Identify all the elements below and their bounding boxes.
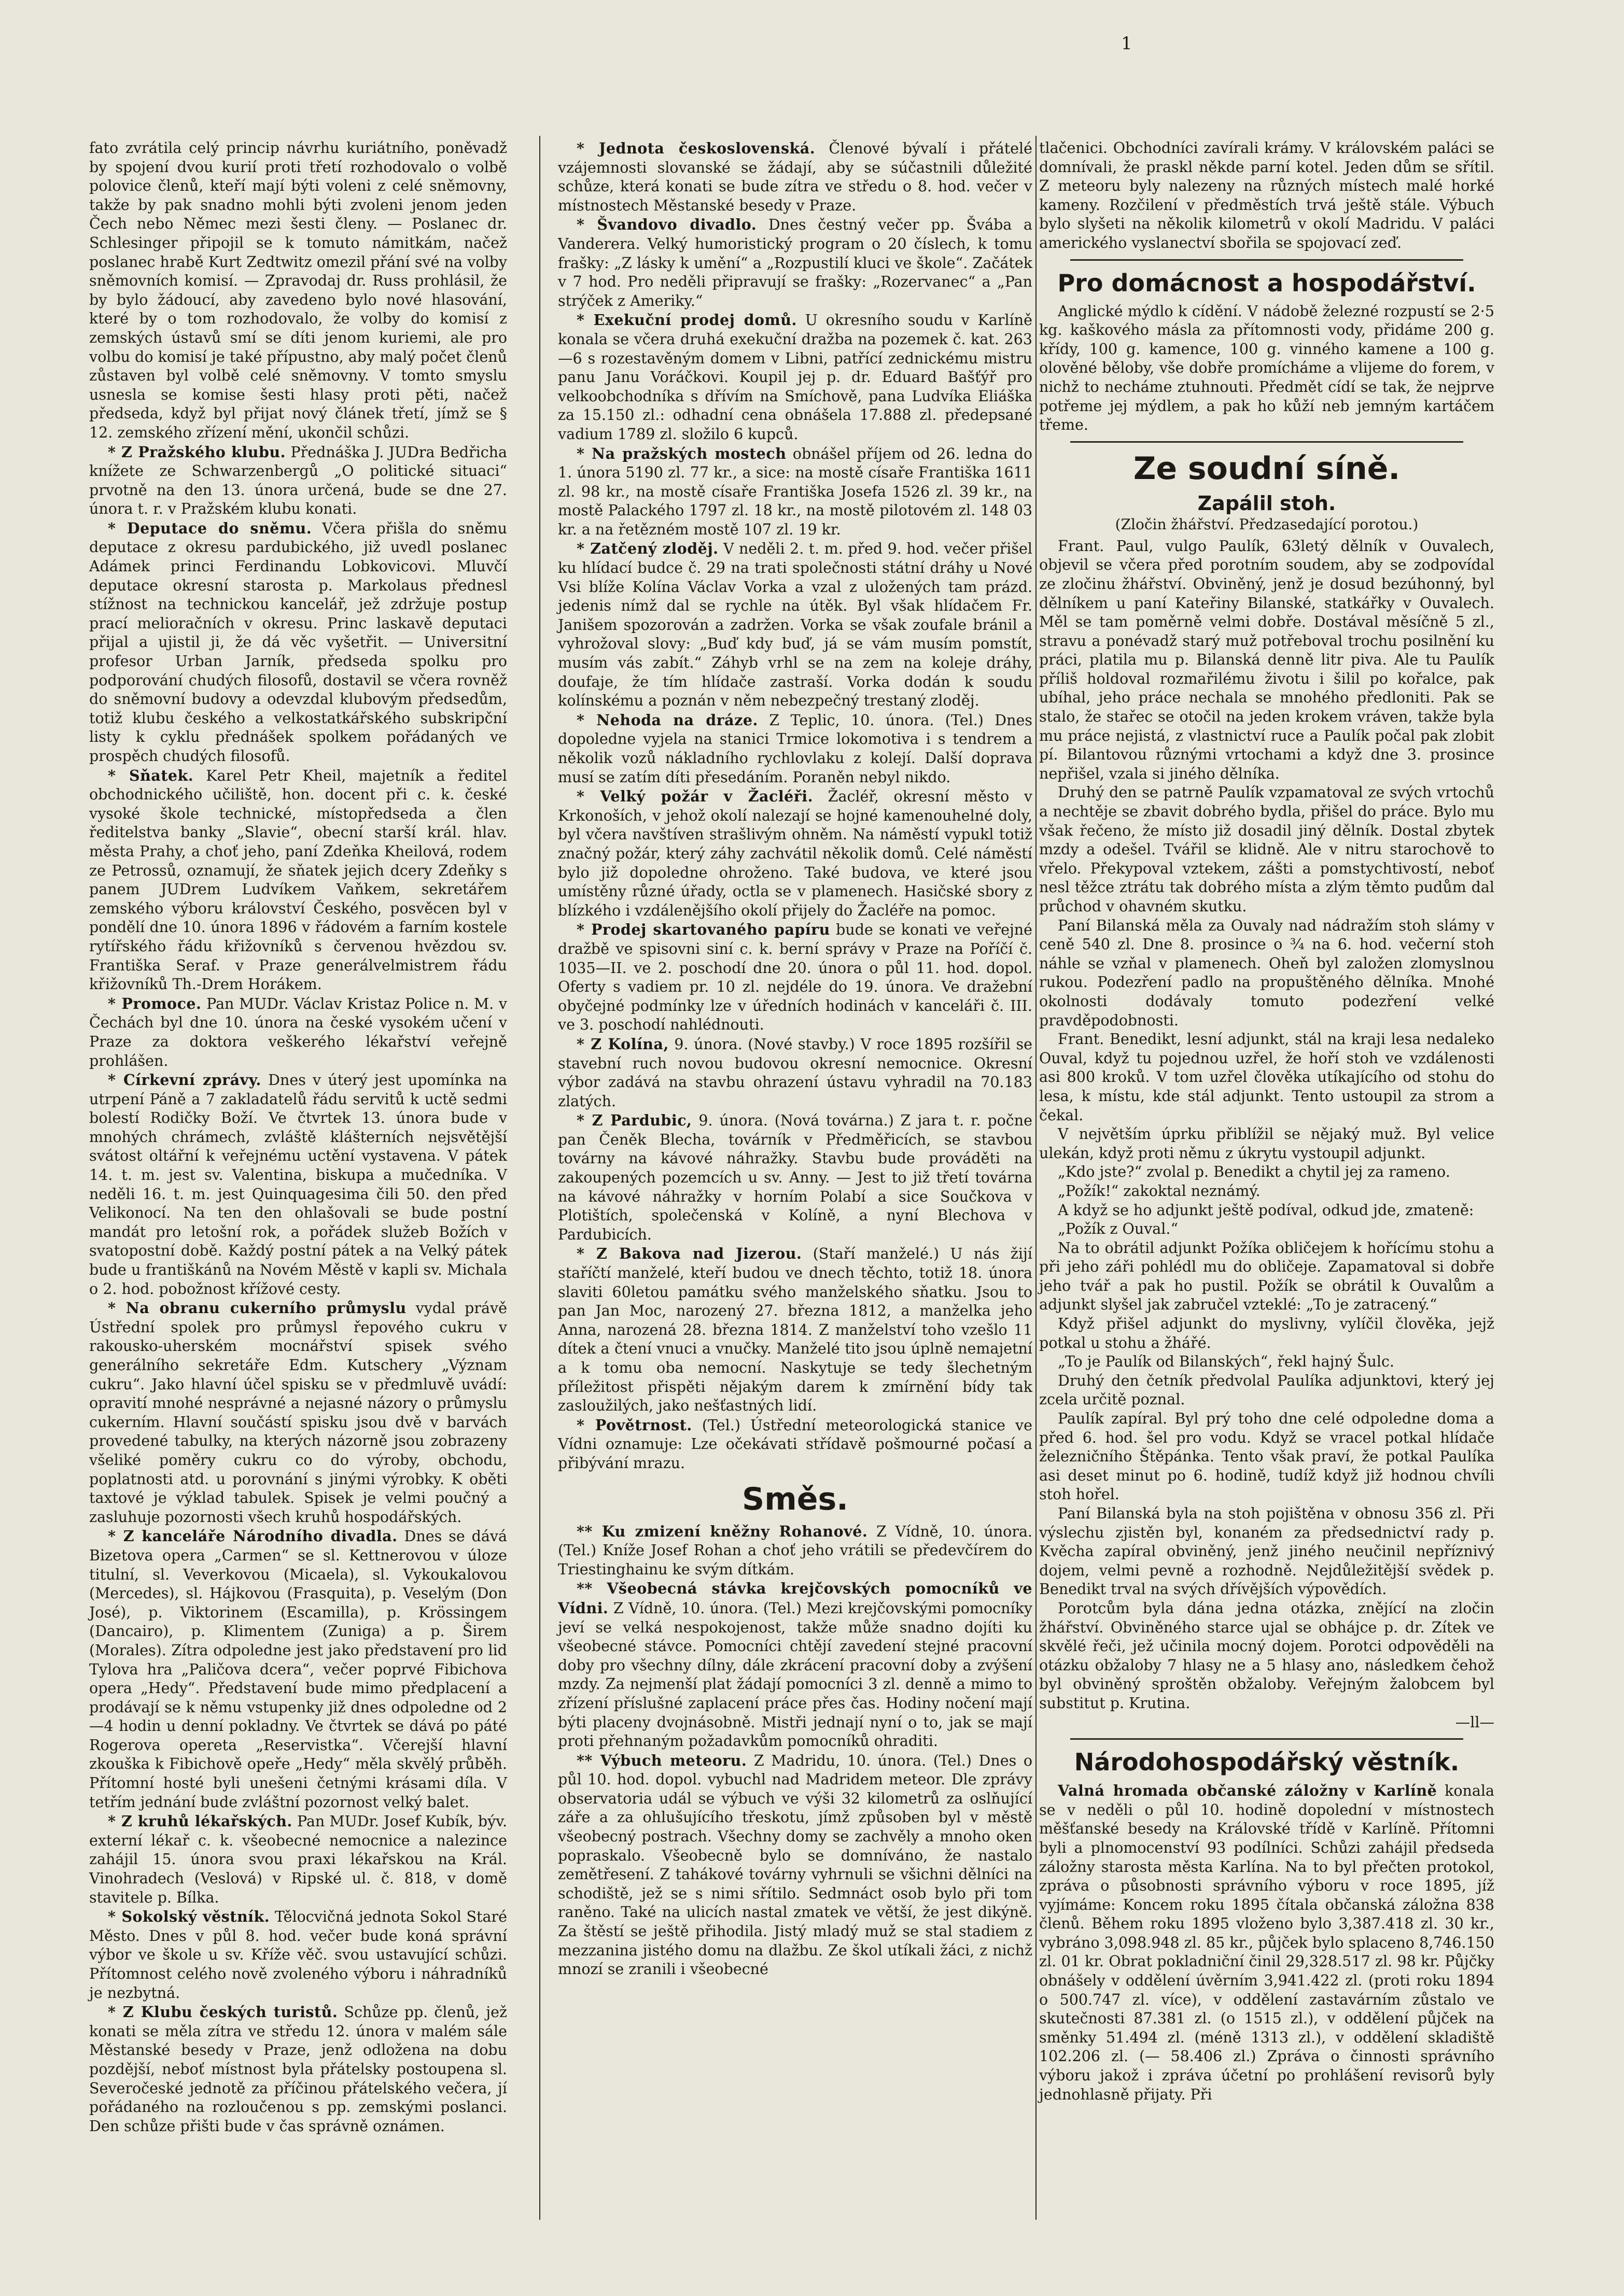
- article-text: (Tel.) Ústřední meteorologická stanice ve Vídni oznamuje: Lze očekávati střídavě pošmourné počasí a přibývání mrazu.: [558, 1416, 1032, 1472]
- article: [89, 1812, 507, 1907]
- article: [89, 443, 507, 519]
- article: [558, 920, 1032, 1035]
- middle-column: [558, 139, 1032, 1979]
- article-heading: * Z Kolína,: [577, 1035, 669, 1053]
- column-rule-right: [1035, 136, 1037, 2220]
- article-heading: * Deputace do sněmu.: [108, 519, 312, 537]
- article-signature: —ll—: [1455, 1713, 1494, 1731]
- article-text: „Požík z Ouval.“: [1058, 1220, 1179, 1238]
- article-text: vydal právě Ústřední spolek pro průmysl řepového cukru v rakousko-uherském mocnářství spisek svého generálního sekretáře Edm. Kutschery „Význam cukru“. Jako hlavní účel spisku se v předmluvě uvádí: opravití mnohé nesprávné a nejasné názory o průmyslu cukerním. Hlavní součástí spisku jsou dvě v barvách provedené tabulky, na kterých názorně jsou zobrazeny všeliké poměry cukru co do výroby, obchodu, poplatnosti atd. u porovnání s jinými výrobky. K oběti taxtové je výklad tabulek. Spisek je velmi poučný a zasluhuje pozornosti všech kruhů hospodářských.: [89, 1300, 508, 1526]
- page-mark: 1: [1121, 33, 1132, 54]
- article-heading: * Prodej skartovaného papíru: [577, 921, 830, 939]
- article: [89, 1070, 507, 1299]
- separator: [1070, 259, 1463, 261]
- article: [558, 139, 1032, 215]
- article-text: U okresního soudu v Karlíně konala se včera druhá exekuční dražba na pozemek č. kat. 263—6 s rozestavěným domem v Libni, patřící zednickému mistru panu Janu Voráčkovi. Koupil jej p. dr. Eduard Bašťýř pro velkoobchodníka s dřívím na Smíchově, pana Ludvíka Eliáška za 15.150 zl.: odhadní cena obnášela 17.888 zl. předepsané vadium 1789 zl. složilo 6 kupců.: [558, 312, 1032, 443]
- article: [558, 311, 1032, 444]
- section-heading-vestnik: Národohospodářský věstník.: [1074, 1748, 1460, 1777]
- article-heading: ** Všeobecná stávka krejčovských pomocníků ve Vídni.: [558, 1580, 1032, 1617]
- article: [558, 787, 1032, 920]
- article: [89, 1299, 507, 1527]
- separator: [1070, 1738, 1463, 1740]
- article-heading: * Z Klubu českých turistů.: [108, 2003, 338, 2021]
- article: [89, 2003, 507, 2136]
- article-text: konala se v neděli o půl 10. hodině dopolední v místnostech měšťanské besedy na Královské třídě v Karlíně. Přítomni byli a plnomocenství 93 podílníci. Schůzi zahájil předseda záložny starosta města Karlína. Na to byl přečten protokol, zpráva o působnosti správního výboru v roce 1895, jíž vyjímáme: Koncem roku 1895 čítala občanská záložna 838 členů. Během roku 1895 vloženo bylo 3,387.418 zl. 30 kr., vybráno 3,098.948 zl. 85 kr., půjček bylo splaceno 8,746.150 zl. 01 kr. Obrat pokladniční činil 29,328.517 zl. 98 kr. Půjčky obnášely v oddělení úvěrním 3,941.422 zl. (proti roku 1894 o 500.747 zl. více), v oddělení zastavárním zůstalo ve skutečnosti 87.381 zl. (o 1515 zl.), v oddělení půjček na směnky 51.494 zl. (méně 1313 zl.), v oddělení skladiště 102.206 zl. (— 58.406 zl.) Zpráva o činnosti správního výboru jakož i zpráva účetní po prohlášení revisorů byly jednohlasně přijaty. Při: [1039, 1782, 1495, 2103]
- section-heading-soud: Ze soudní síně.: [1133, 450, 1401, 487]
- article-text: bude se konati ve veřejné dražbě ve spisovni siní c. k. berní správy v Praze na Poříčí č. 1035—II. ve 2. poschodí dne 20. února o půl 11. hod. dopol. Oferty s vadiem pr. 10 zl. nejdéle do 19. února. Ve dražební obyčejné podmínky lze v úředních hodinách v kanceláři č. III. ve 3. poschodí nahlédnouti.: [558, 921, 1032, 1034]
- article-text: Z Vídně, 10. února. (Tel.) Kníže Josef Rohan a choť jeho vrátili se předevčírem do Triestinghainu ke svým dítkám.: [558, 1523, 1033, 1578]
- section-heading-smes: Směs.: [742, 1481, 848, 1517]
- article-text: Z Teplic, 10. února. (Tel.) Dnes dopoledne vyjela na stanici Trmice lokomotiva i s tendrem a několik vozů nákladního rychlovlaku z kolejí. Další doprava musí se zatím díti přesedáním. Poraněn nebyl nikdo.: [558, 711, 1032, 786]
- section-heading-domacnost: Pro domácnost a hospodářství.: [1057, 269, 1476, 297]
- article: [558, 1751, 1032, 1979]
- article-text: Porotcům byla dána jedna otázka, znějící na zločin žhářství. Obviněného starce ujal se obhájce p. dr. Zítek ve skvělé řeči, jež učinila mocný dojem. Porotci odpověděli na otázku obžaloby 7 hlasy ne a 5 hlasy ano, následkem čehož byl obviněný sproštěn obžaloby. Veřejným žalobcem byl substitut p. Krutina.: [1039, 1599, 1494, 1712]
- article-text: Pan MUDr. Josef Kubík, býv. externí lékař c. k. všeobecné nemocnice a nalezince zahájil 15. února svou praxi lékařskou na Král. Vinohradech (Veslová) v Ripské ul. č. 818, v domě stavitele p. Bílka.: [89, 1813, 507, 1906]
- article-heading: * Sokolský věstník.: [108, 1908, 270, 1926]
- article-heading: ** Výbuch meteoru.: [577, 1751, 747, 1769]
- article-text: Dnes v úterý jest upomínka na utrpení Páně a 7 zakladatelů řádu servitů k uctě sedmi bolestí Rodičky Boží. Ve čtvrtek 13. února bude v mnohých chrámech, zvláště klášterních nejsvětější svátost oltářní k veřejnému uctění vystavena. V pátek 14. t. m. jest sv. Valentina, biskupa a mučedníka. V neděli 16. t. m. jest Quinquagesima čili 50. den před Velikonocí. Na ten den ohlašovali se bude postní mandát pro letošní rok, a pořádek služeb Božích v svatopostní době. Každý postní pátek a na Velký pátek bude u františkánů na Novém Městě v kapli sv. Michala o 2. hod. pobožnost křížové cesty.: [89, 1072, 507, 1298]
- article: [89, 766, 507, 994]
- article: [558, 444, 1032, 540]
- article: [558, 1244, 1032, 1415]
- article: [89, 1527, 507, 1812]
- article-heading: * Povětrnost.: [577, 1416, 692, 1434]
- article: [558, 215, 1032, 311]
- article-heading: * Zatčený zloděj.: [577, 540, 719, 558]
- article: [558, 1035, 1032, 1111]
- article-heading: * Na pražských mostech: [577, 444, 787, 462]
- article-heading: * Nehoda na dráze.: [577, 711, 758, 729]
- article: [89, 1907, 507, 2003]
- article-heading: * Z kanceláře Národního divadla.: [108, 1527, 398, 1545]
- article-text: V neděli 2. t. m. před 9. hod. večer přišel ku hlídací budce č. 29 na trati společnosti státní dráhy u Nové Vsi blíže Kolína Václav Vorka a vzal z uložených tam prázd. jedenis nímž dal se rychle na útěk. Byl však hlídačem Fr. Janišem spozorován a zadržen. Vorka se však zoufale bránil a vyhrožoval slovy: „Buď kdy buď, já se vám musím pomstít, musím vás zabít.“ Záhyb vrhl se na zem na koleje dráhy, doufaje, že tím hlídače zastraší. Vorka dodán k soudu kolínskému a poznán v něm nebezpečný trestaný zloděj.: [558, 540, 1033, 710]
- article-text: tlačenici. Obchodníci zavírali krámy. V královském paláci se domnívali, že praskl někde parní kotel. Jeden dům se sřítil. Z meteoru byly nalezeny na různých místech malé horké kameny. Rozčilení v předměstích trvá ještě stále. Výbuch bylo slyšeti na několik kilometrů v okolí Madridu. V paláci amerického vyslanectví sbořila se spojovací zeď.: [1039, 139, 1494, 251]
- article-heading: * Církevní zprávy.: [108, 1071, 261, 1089]
- article: [1039, 1781, 1494, 2104]
- article-text: (Staří manželé.) U nás žijí staříčtí manželé, kteří budou ve dnech těchto, totiž 18. února slaviti 60letou památku svého manželského sňatku. Jsou to pan Jan Moc, narozený 27. března 1812, a manželka jeho Anna, narozená 28. března 1814. Z manželství toho vzešlo 11 dítek a čtení vnuci a vnučky. Manželé tito jsou úplně nemajetní a k tomu oba nemocní. Naskytuje se tedy šlechetným příležitost přispěti nějakým darem k zmírnění bídy tak zasloužilých, jako nešťastných lidí.: [558, 1245, 1033, 1415]
- article-text: Pan MUDr. Václav Kristaz Police n. M. v Čechách byl dne 10. února na české vysokém učení v Praze za doktora veškerého lékařství veřejně prohlášen.: [89, 995, 508, 1069]
- article-text: Frant. Benedikt, lesní adjunkt, stál na kraji lesa nedaleko Ouval, když tu pojednou uzřel, že hoří stoh ve vzdálenosti asi 800 kroků. V tom uzřel člověka utíkajícího od stohu do lesa, k místu, kde stál adjunkt. Tento ustoupil za strom a čekal.: [1039, 1031, 1494, 1124]
- article-text: Žacléř, okresní město v Krkonoších, v jehož okolí nalezají se hojné kamenouhelné doly, byl včera navštíven strašlivým ohněm. Na náměstí vypukl totiž značný požár, který záhy zachvátil několik domů. Celé náměstí bylo již dopoledne ohroženo. Také budova, ve které jsou umístěny různé úřady, octla se v plamenech. Hasičské sbory z blízkého i vzdálenějšího okolí přijely do Žacléře na pomoc.: [558, 788, 1032, 919]
- article: [558, 711, 1032, 787]
- article-text: 9. února. (Nová továrna.) Z jara t. r. počne pan Čeněk Blecha, továrník v Předměřicích, se stavbou továrny na kávové náhražky. Stavbu bude prováděti na zakoupených pozemcích u sv. Anny. — Jest to již třetí továrna na kávové náhražky v horním Polabí a sice Součkova v Plotištích, společenská v Kolíně, a nyní Blechova v Pardubicích.: [558, 1112, 1032, 1243]
- article-heading: * Exekuční prodej domů.: [577, 311, 797, 329]
- article-heading: * Z Pražského klubu.: [108, 443, 286, 461]
- article-text: Členové bývalí i přátelé vzájemnosti slovanské se žádají, aby se súčastnili důležité schůze, která konati se bude zítra ve středu o 8. hod. večer v místnostech Městanské besedy v Praze.: [558, 140, 1033, 214]
- article-heading: ** Ku zmizení kněžny Rohanové.: [577, 1522, 868, 1540]
- article-text: Přednáška J. JUDra Bedřicha knížete ze Schwarzenbergů „O politické situaci“ prvotně na den 13. února určená, bude se dne 27. února t. r. v Pražském klubu konati.: [89, 443, 508, 518]
- article-text: obnášel příjem od 26. ledna do 1. února 5190 zl. 77 kr., a sice: na mostě císaře Františka 1611 zl. 98 kr., na mostě císaře Františka Josefa 1526 zl. 39 kr., na mostě Palackého 1797 zl. 18 kr., na mostě pilotovém zl. 148 03 kr. a na řetězném mostě 107 zl. 19 kr.: [558, 445, 1032, 538]
- article-text: Dnes se dává Bizetova opera „Carmen“ se sl. Kettnerovou v úloze titulní, sl. Veverkovou (Micaela), sl. Vykoukalovou (Mercedes), sl. Hájkovou (Frasquita), p. Veselým (Don José), p. Viktorinem (Escamilla), p. Krössingem (Dancairo), p. Klimentem (Zuniga) a p. Širem (Morales). Zítra odpoledne jest jako představení pro lid Tylova hra „Paličova dcera“, večer poprvé Fibichova opera „Hedy“. Představení bude mimo předplacení a prodávají se k němu vstupenky již dnes odpoledne od 2—4 hodin u denní pokladny. Ve čtvrtek se dává po páté Rogerova opereta „Reservistka“. Včerejší hlavní zkouška k Fibichově opeře „Hedy“ měla skvělý průběh. Přítomní hosté byli unešeni četnými krásami díla. V tetřím jednání bude zvláštní pozornost velký balet.: [89, 1528, 507, 1811]
- article-heading: * Z Pardubic,: [577, 1111, 692, 1130]
- article-text: „Požík!“ zakoktal neznámý.: [1058, 1182, 1261, 1200]
- article-text: fato zvrátila celý princip návrhu kuriátního, poněvadž by spojení dvou kurií proti třetí rozhodovalo o volbě polovice členů, kteří mají býti voleni z celé sněmovny, takže by pak snadno mohli býti zvoleni jenom jeden Čech nebo Němec mezi šesti členy. — Poslanec dr. Schlesinger připojil se k tomuto námitkám, načež poslanec hrabě Kurt Zedtwitz omezil přání své na volby sněmovních komisí. — Zpravodaj dr. Russ prohlásil, že by bylo žádoucí, aby zavedeno bylo nové hlasování, které by o tom rozhodovalo, že volby do komisí z zemských ústavů smí se díti jenom kuriemi, ale pro volbu do komisí je také přípustno, aby malý počet členů zůstaven byl volbě celé sněmovny. V tomto smyslu usnesla se komise šesti hlasy proti pěti, načež předseda, když byl přijat nový článek třetí, jímž se § 12. zemského zřízení mění, ukončil schůzi.: [89, 139, 507, 441]
- article-heading: * Na obranu cukerního průmyslu: [108, 1299, 407, 1317]
- article-text: Dnes čestný večer pp. Švába a Vanderera. Velký humoristický program o 20 číslech, k tomu frašky: „Z lásky k umění“ a „Rozpustilí kluci ve škole“. Začátek v 7 hod. Pro neděli připravují se frašky: „Rozervanec“ a „Pan strýček z Ameriky.“: [558, 216, 1032, 309]
- article-heading: * Sňatek.: [108, 766, 194, 784]
- article: [558, 1522, 1032, 1580]
- column-rule-left: [539, 136, 540, 2220]
- article-heading: Valná hromada občanské záložny v Karlíně: [1058, 1782, 1437, 1800]
- article-text: V největším úprku přiblížil se nějaký muž. Byl velice ulekán, když proti němu z úkrytu vystoupil adjunkt.: [1039, 1125, 1494, 1162]
- article-title-zapalil: Zapálil stoh.: [1197, 491, 1336, 515]
- article-heading: * Švandovo divadlo.: [577, 216, 757, 234]
- article-text: Z Madridu, 10. února. (Tel.) Dnes o půl 10. hod. dopol. vybuchl nad Madridem meteor. Dle zprávy observatoria udál se výbuch ve výši 32 kilometrů za oslňující záře a za ohlušujícího třeskotu, jímž způsoben byl v městě všeobecný postrach. Všechny domy se zachvěly a mnoho oken popraskalo. Všeobecně bylo se domníváno, že nastalo zemětřesení. Z tahákové továrny vyhrnuli se všichni dělníci na schodiště, jež se s nimi sřítilo. Sedmnáct osob bylo při tom raněno. Také na ulicích nastal zmatek ve větší, že jest dikýně. Za štěstí se ještě přihodila. Jistý mladý muž se stal stadiem z mezzanina jistého domu na dlažbu. Ze škol utíkali žáci, z nichž mnozí se zranili i všeobecné: [558, 1752, 1032, 1978]
- left-column: [89, 139, 507, 2136]
- article-heading: * Z kruhů lékařských.: [108, 1812, 292, 1830]
- article-text: Frant. Paul, vulgo Paulík, 63letý dělník v Ouvalech, objevil se včera před porotním soudem, aby se zodpovídal ze zločinu žhářství. Obviněný, jenž je dosud bezúhonný, byl dělníkem u paní Kateřiny Bilanské, statkářky v Ouvalech. Měl se tam poměrně velmi dobře. Dostával měsíčně 5 zl., stravu a ponévadž starý muž potřeboval trochu posilnění ku práci, platila mu p. Bilanská denně litr piva. Ale tu Paulík příliš holdoval rozmařilému životu i šilil po kořalce, pak ubíhal, jeho práce nechala se mnohého předloniti. Pak se stalo, že stařec se otočil na jeden krokem vráven, takže byla mu práce nejistá, z vlastnictví ruce a Paulík počal pak zlobit pí. Bilantovou různými vrtochami a když dne 3. prosince nepřišel, vzala si jiného dělníka.: [1039, 537, 1494, 782]
- article-text: Druhý den četník předvolal Paulíka adjunktovi, který jej zcela určitě poznal.: [1039, 1372, 1494, 1408]
- article-text: Druhý den se patrně Paulík vzpamatoval ze svých vrtochů a nechtěje se zbavit dobrého bydla, přišel do práce. Bylo mu však řečeno, že místo již dosadil jiný dělník. Dostal zbytek mzdy a odešel. Tvářil se klidně. Ale v nitru starochově to vřelo. Překypoval vztekem, zášti a pomstychtivostí, neboť nesl těžce ztrátu tak dobrého místa a zlým těmto pudům dal průchod v ohavném skutku.: [1039, 784, 1494, 915]
- article-heading: * Jednota československá.: [577, 139, 816, 157]
- article: [558, 1111, 1032, 1244]
- article: [558, 1579, 1032, 1751]
- article: [558, 1416, 1032, 1473]
- article-text: Z Vídně, 10. února. (Tel.) Mezi krejčovskými pomocníky jeví se velká nespokojenost, takže může snadno dojíti ku všeobecné stávce. Pomocníci chtějí zavedení stejné pracovní doby pro všechny dílny, dále zkrácení pracovní doby a zvýšení mzdy. Za nejmenší plat žádají pomocníci 3 zl. denně a mimo to zřízení příslušné zaplacení práce přes čas. Hodiny nočení mají býti placeny dvojnásobně. Mistři jednají nyní o to, jak se mají proti přehnaným požadavkům pomocníků ohraditi.: [558, 1599, 1033, 1750]
- article-text: Včera přišla do sněmu deputace z okresu pardubického, již uvedl poslanec Adámek princi Ferdinandu Lobkovicovi. Mluvčí deputace okresní starosta p. Markolaus přednesl stížnost na technickou kancelář, jež zdržuje postup prací melioračních v okresu. Princ laskavě deputaci přijal a ujistil ji, že dá věc vyšetřit. — Universitní profesor Urban Jarník, předseda spolku pro podporování chudých filosofů, dostavil se včera rovněž do sněmovní budovy a odevzdal klubovým předsedům, totiž klubu českého a velkostatkářského subskripční listy k cyklu přednášek spolkem pořádaných ve prospěch chudých filosofů.: [89, 519, 507, 765]
- article-heading: * Z Bakova nad Jizerou.: [577, 1245, 802, 1263]
- article-text: Anglické mýdlo k cídění. V nádobě železné rozpustí se 2·5 kg. kaškového másla za přítomnosti vody, přidáme 200 g. křídy, 100 g. kamence, 100 g. vinného kamene a 100 g. olověné běloby, vše dobře promícháme a vlijeme do forem, v nichž to necháme ztuhnouti. Předmět cídí se tak, že nejprve potřeme jej mýdlem, a pak ho kůží neb jemným kartáčem třeme.: [1039, 302, 1494, 434]
- article-heading: * Velký požár v Žacléři.: [577, 787, 814, 806]
- article-text: A když se ho adjunkt ještě podíval, odkud jde, zmateně:: [1058, 1201, 1474, 1219]
- article-text: Tělocvičná jednota Sokol Staré Město. Dnes v půl 8. hod. večer bude koná správní výbor ve škole u sv. Kříže věč. svou ustavující schůzi. Přítomnost celého nově zvoleného výboru i náhradníků je nezbytná.: [89, 1908, 507, 2002]
- article-text: Na to obrátil adjunkt Požíka obličejem k hořícímu stohu a při jeho záři pohlédl mu do obličeje. Zapamatoval si dobře jeho tvář a pak ho pustil. Požík se obrátil k Ouvalům a adjunkt slyšel jak zabručel vzteklé: „To je zatracený.“: [1039, 1239, 1494, 1314]
- article-text: Karel Petr Kheil, majetník a ředitel obchodnického učiliště, hon. docent při c. k. české vysoké škole technické, místopředseda a člen ředitelstva banky „Slavie“, obecní starší král. hlav. města Prahy, a choť jeho, paní Zdeňka Kheilová, rodem ze Petrossů, oznamují, že sňatek jejich dcery Zdeňky s panem JUDrem Ludvíkem Vaňkem, sekretářem zemského výboru království Českého, posvěcen byl v pondělí dne 10. února 1896 v řádovém a farním kostele rytířského řádu křižovníků s červenou hvězdou sv. Františka Seraf. v Praze generálvelmistrem řádu křižovníků Th.-Drem Horákem.: [89, 767, 508, 993]
- article: [89, 519, 507, 766]
- article-text: 9. února. (Nové stavby.) V roce 1895 rozšířil se stavební ruch novou budovou okresní nemocnice. Okresní výbor zadává na stavbu ohrazení ústavu vyhradil na 70.183 zlatých.: [558, 1035, 1032, 1110]
- article-text: Paní Bilanská byla na stoh pojištěna v obnosu 356 zl. Při výslechu zjistěn byl, konaném za předsednictví rady p. Kvěcha zapíral obviněný, jenž jiného neučinil nepříznivý dojem, velmi pevně a rozhodně. Nejdůležitější svědek p. Benedikt trval na svých dřívějších výpovědích.: [1039, 1505, 1494, 1598]
- article-text: „To je Paulík od Bilanských“, řekl hajný Šulc.: [1058, 1353, 1394, 1371]
- article-heading: * Promoce.: [108, 994, 202, 1012]
- separator: [1070, 441, 1463, 443]
- article-text: „Kdo jste?“ zvolal p. Benedikt a chytil jej za rameno.: [1058, 1163, 1450, 1181]
- article-text: Paní Bilanská měla za Ouvaly nad nádražím stoh slámy v ceně 540 zl. Dne 8. prosince o ¾ na 6. hod. večerní stoh náhle se vzňal v plamenech. Oheň byl založen zlomyslnou rukou. Podezření padlo na propuštěného dělníka. Mnohé okolnosti dodávaly tomuto podezření velké pravděpodobnosti.: [1039, 917, 1494, 1029]
- article-text: Schůze pp. členů, jež konati se měla zítra ve středu 12. února v malém sále Městanské besedy v Praze, jenž odložena na dobu pozdější, neboť místnost byla přátelsky postoupena sl. Severočeské jednotě za příčinou přátelského večera, jí pořádaného na rozloučenou s pp. zemskými poslanci. Den schůze přišti bude v čas správně oznámen.: [89, 2004, 508, 2135]
- article-text: Když přišel adjunkt do myslivny, vylíčil člověka, jejž potkal u stohu a žhářé.: [1039, 1315, 1494, 1351]
- article-subtitle: (Zločin žhářství. Předzasedající porotou.): [1115, 515, 1419, 533]
- article: [89, 994, 507, 1070]
- right-column: [1039, 139, 1494, 2104]
- article: [558, 539, 1032, 710]
- article-text: Paulík zapíral. Byl prý toho dne celé odpoledne doma a před 6. hod. šel pro vodu. Když se vracel potkal hlídače železničního Štěpánka. Tento však praví, že potkal Paulíka asi deset minut po 6. hodině, tudíž když již hodnou chvíli stoh hořel.: [1039, 1410, 1494, 1503]
